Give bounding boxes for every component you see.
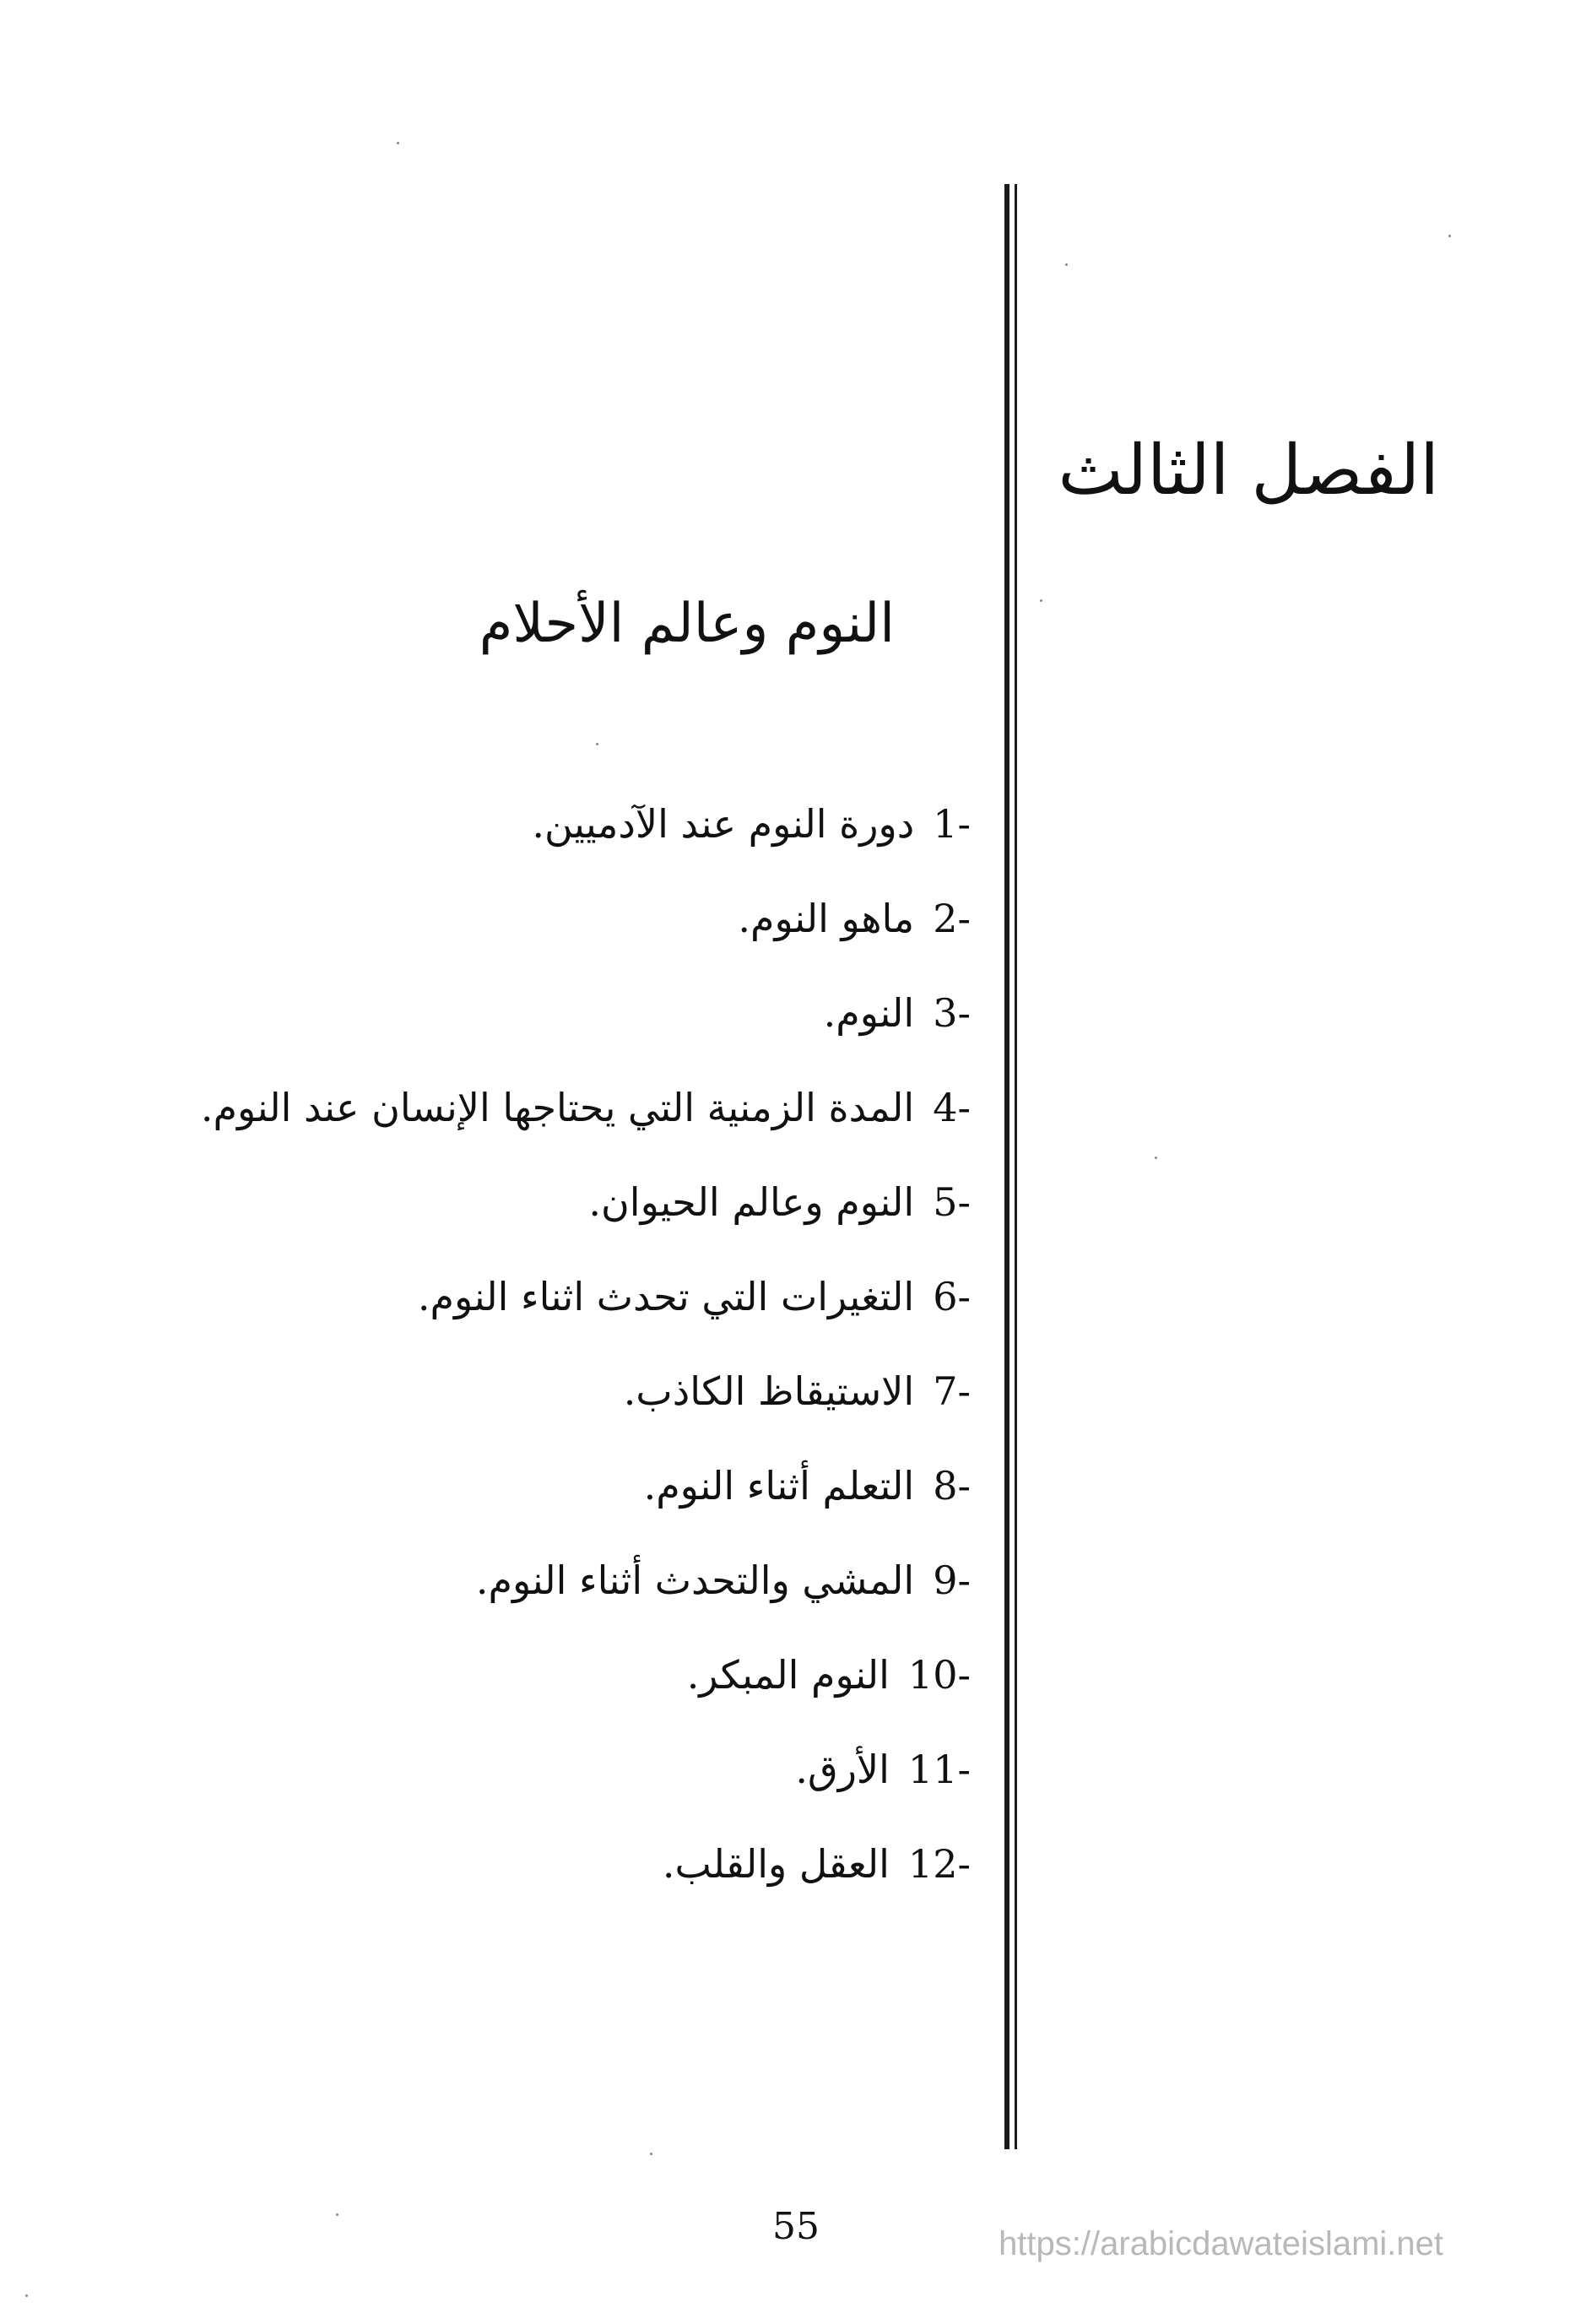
scan-speck [336, 2213, 338, 2216]
toc-item [127, 1628, 971, 1722]
toc-item-number: 1- [933, 801, 971, 847]
toc-item-text: النوم. [823, 990, 915, 1036]
toc-item [127, 1344, 971, 1438]
scan-speck [650, 2153, 652, 2155]
scan-speck [1065, 263, 1068, 266]
scan-speck [1155, 1157, 1157, 1159]
page-number: 55 [772, 2205, 820, 2248]
toc-item-number: 4- [933, 1085, 971, 1130]
toc-item-number: 11- [907, 1747, 971, 1792]
toc-item-text: التغيرات التي تحدث اثناء النوم. [417, 1274, 915, 1319]
vertical-rule-thin [1015, 184, 1017, 2149]
toc-item [127, 1155, 971, 1249]
toc-item [127, 1249, 971, 1344]
scan-speck [1040, 599, 1042, 602]
toc-item-text: الأرق. [795, 1747, 890, 1792]
toc-item [127, 1060, 971, 1155]
toc-item-text: النوم وعالم الحيوان. [588, 1179, 915, 1225]
scan-speck [1448, 235, 1451, 237]
toc-item-number: 9- [933, 1557, 971, 1603]
toc-item [127, 777, 971, 871]
toc-item-text: التعلم أثناء النوم. [643, 1463, 915, 1509]
toc-item-number: 5- [933, 1179, 971, 1225]
toc-item-number: 12- [907, 1841, 971, 1887]
chapter-title: الفصل الثالث [1058, 431, 1439, 511]
vertical-rule-thick [1004, 184, 1009, 2149]
toc-item [127, 1722, 971, 1817]
toc-item-text: المدة الزمنية التي يحتاجها الإنسان عند النوم. [200, 1085, 915, 1130]
toc-item [127, 1533, 971, 1628]
toc-item-number: 8- [933, 1463, 971, 1509]
toc-item [127, 871, 971, 966]
toc-item-text: المشي والتحدث أثناء النوم. [475, 1557, 915, 1603]
scan-speck [25, 2294, 28, 2297]
toc-item-text: ماهو النوم. [738, 896, 915, 941]
toc-item [127, 1438, 971, 1533]
scan-speck [596, 743, 598, 745]
scan-speck [397, 142, 399, 144]
toc-item [127, 1817, 971, 1911]
toc-item-number: 2- [933, 896, 971, 941]
watermark-url: https://arabicdawateislami.net [999, 2225, 1443, 2262]
toc-item-text: الاستيقاظ الكاذب. [623, 1368, 915, 1414]
toc-item [127, 966, 971, 1060]
toc-item-text: دورة النوم عند الآدميين. [532, 801, 915, 847]
toc-item-number: 10- [907, 1652, 971, 1698]
toc-item-number: 3- [933, 990, 971, 1036]
toc-item-text: العقل والقلب. [662, 1841, 890, 1887]
table-of-contents [127, 777, 971, 1911]
toc-item-text: النوم المبكر. [686, 1652, 890, 1698]
toc-item-number: 7- [933, 1368, 971, 1414]
section-title: النوم وعالم الأحلام [479, 593, 895, 655]
toc-item-number: 6- [933, 1274, 971, 1319]
